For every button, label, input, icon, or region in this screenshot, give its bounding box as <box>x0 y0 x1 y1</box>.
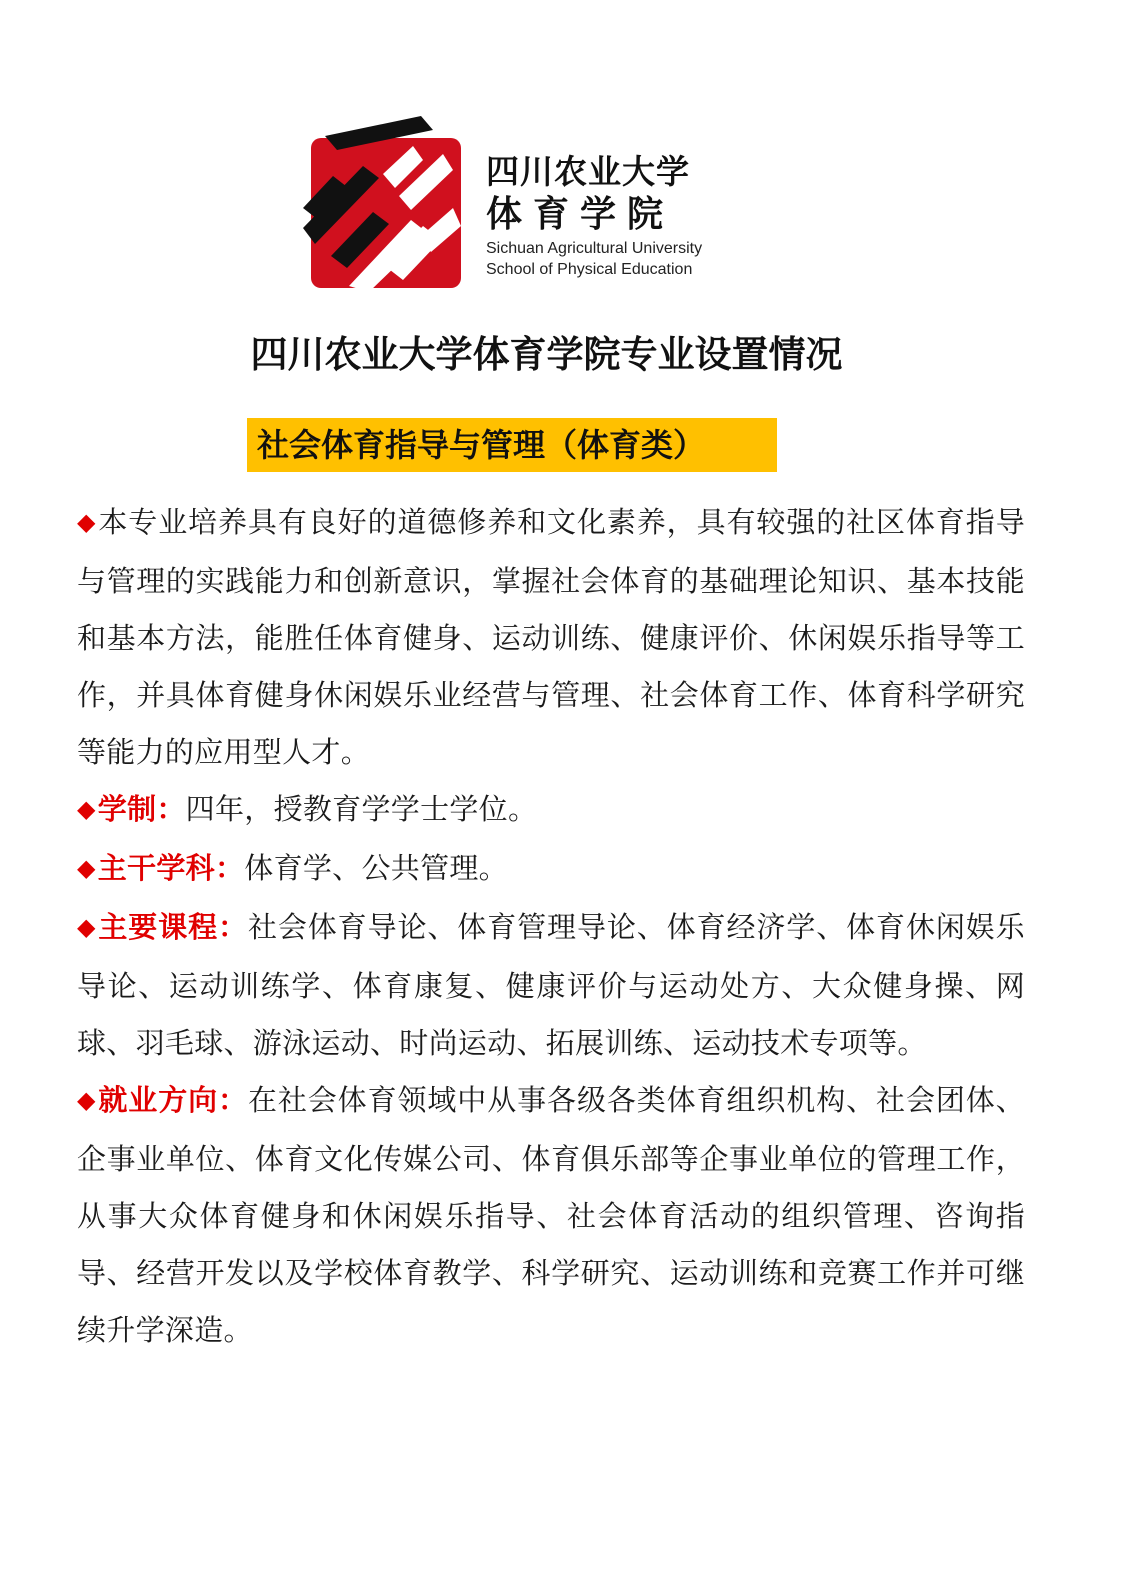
career-label: 就业方向： <box>98 1083 248 1117</box>
page-title: 四川农业大学体育学院专业设置情况 <box>250 333 843 376</box>
courses-label: 主要课程： <box>98 910 248 944</box>
duration-text: 四年，授教育学学士学位。 <box>185 792 538 826</box>
courses-text: 社会体育导论、体育管理导论、体育经济学、体育休闲娱乐导论、运动训练学、体育康复、健康评价与运动处方、大众健身操、网球、羽毛球、游泳运动、时尚运动、拓展训练、运动技术专项等。 <box>77 910 1025 1060</box>
disciplines-label: 主干学科： <box>97 851 245 885</box>
duration-label: 学制： <box>97 792 186 826</box>
university-name-cn: 四川农业大学 <box>486 152 690 191</box>
intro-text: 本专业培养具有良好的道德修养和文化素养，具有较强的社区体育指导与管理的实践能力和创新意识，掌握社会体育的基础理论知识、基本技能和基本方法，能胜任体育健身、运动训练、健康评价、休闲娱乐指导等工作，并具体育健身休闲娱乐业经营与管理、社会体育工作、体育科学研究等能力的应用型人才。 <box>77 505 1025 769</box>
college-name-block <box>486 152 746 280</box>
college-logo <box>303 116 743 292</box>
duration-paragraph <box>77 781 1025 840</box>
major-banner <box>247 418 777 472</box>
diamond-icon: ◆ <box>77 795 96 823</box>
major-name: 社会体育指导与管理（体育类） <box>257 426 706 464</box>
university-name-en: Sichuan Agricultural University <box>486 240 703 257</box>
disciplines-paragraph <box>77 840 1025 899</box>
school-name-en: School of Physical Education <box>486 261 693 278</box>
major-description <box>77 494 1025 1359</box>
intro-paragraph <box>77 494 1025 781</box>
career-paragraph <box>77 1072 1025 1359</box>
diamond-icon: ◆ <box>77 1086 97 1114</box>
courses-paragraph <box>77 899 1025 1072</box>
career-text: 在社会体育领域中从事各级各类体育组织机构、社会团体、企事业单位、体育文化传媒公司、体育俱乐部等企事业单位的管理工作，从事大众体育健身和休闲娱乐指导、社会体育活动的组织管理、咨询指导、经营开发以及学校体育教学、科学研究、运动训练和竞赛工作并可继续升学深造。 <box>77 1083 1025 1347</box>
college-emblem-icon <box>303 116 467 292</box>
diamond-icon: ◆ <box>77 508 97 536</box>
diamond-icon: ◆ <box>77 854 96 882</box>
school-name-cn: 体育学院 <box>486 194 675 235</box>
diamond-icon: ◆ <box>77 913 97 941</box>
disciplines-text: 体育学、公共管理。 <box>244 851 508 885</box>
